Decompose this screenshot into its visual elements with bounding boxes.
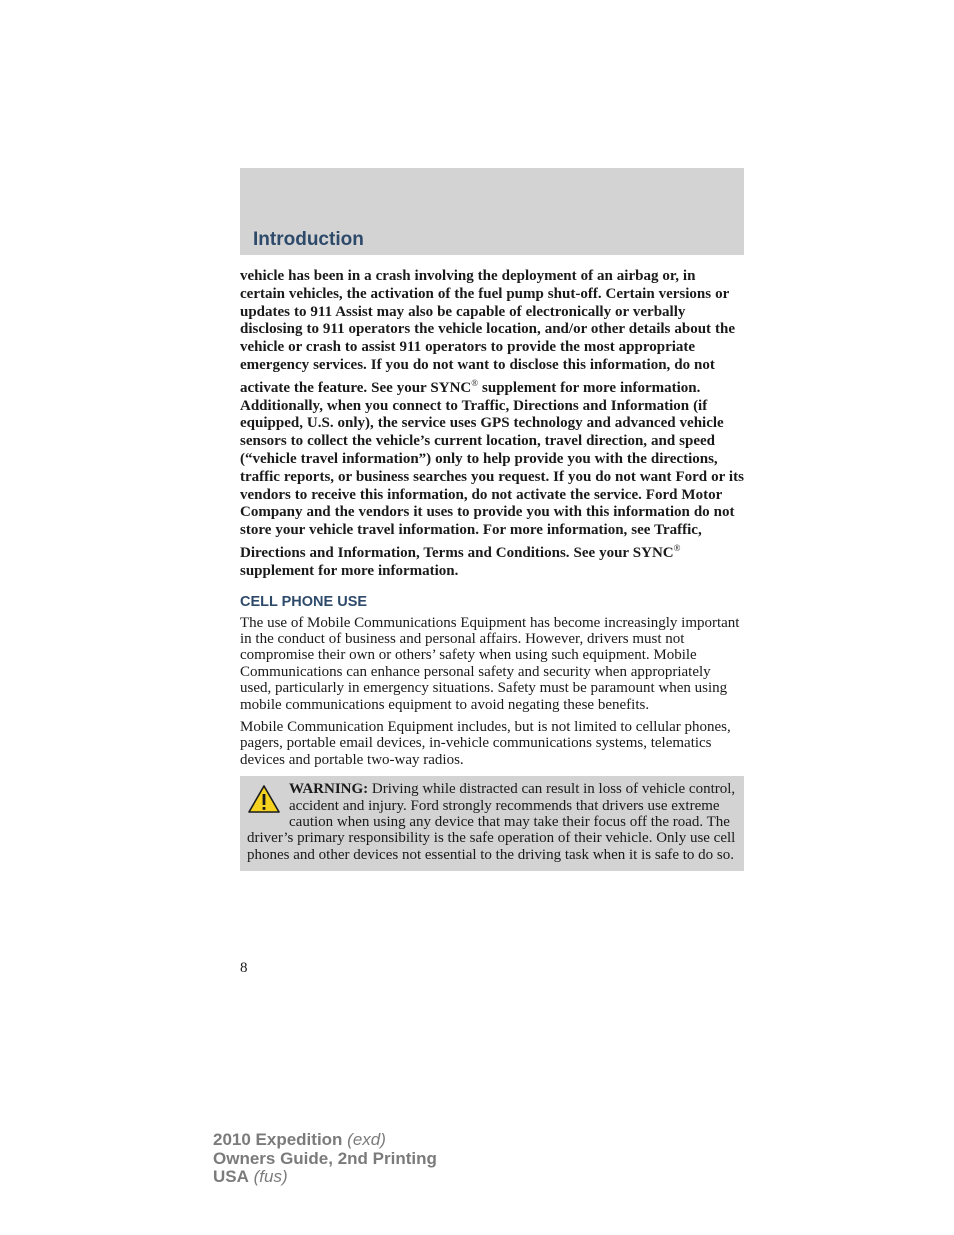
- intro-paragraph: [240, 268, 744, 581]
- header-band: [240, 168, 744, 255]
- footer-line-3: [213, 1168, 437, 1187]
- warning-text: Driving while distracted can result in loss of vehicle control, accident and injury. Ford strongly recommends that drivers use extreme caution when using any device that may take their focus off the road. The driver’s primary responsibility is the safe operation of their vehicle. Only use cell phones and other devices not essential to the driving task when it is safe to do so.: [247, 781, 736, 863]
- cell-phone-paragraph-2: Mobile Communication Equipment includes, but is not limited to cellular phones, pagers, portable email devices, in-vehicle communications systems, telematics devices and portable two-way radios.: [240, 718, 731, 768]
- footer-printing: Owners Guide, 2nd Printing: [213, 1148, 437, 1168]
- section-title: Introduction: [253, 229, 364, 250]
- page-number: 8: [240, 960, 248, 976]
- cell-phone-paragraph-1: The use of Mobile Communications Equipment has become increasingly important in the conduct of business and personal affairs. However, drivers must not compromise their own or others’ safety when using such equipment. Mobile Communications can enhance personal safety and security when appropriately used, particularly in emergency situations. Safety must be paramount when using mobile communications equipment to avoid negating these benefits.: [240, 614, 740, 713]
- intro-text-part2: supplement for more information. Additionally, when you connect to Traffic, Directions and Information (if equipped, U.S. only), the service uses GPS technology and advanced vehicle sensors to collect the vehicle’s current location, travel direction, and speed (“vehicle travel information”) only to help provide you with the directions, traffic reports, or business searches you request. If you do not want Ford or its vendors to receive this information, do not activate the service. Ford Motor Company and the vendors it uses to provide you with this information do not store your vehicle travel information. For more information, see Traffic, Directions and Information, Terms and Conditions. See your SYNC: [240, 379, 744, 561]
- page-content: [240, 268, 744, 871]
- warning-label: WARNING:: [289, 781, 369, 798]
- footer-line-1: [213, 1131, 437, 1150]
- intro-text-part3: supplement for more information.: [240, 562, 459, 579]
- footer-market: USA: [213, 1167, 249, 1186]
- cell-phone-heading: CELL PHONE USE: [240, 593, 368, 610]
- footer: [213, 1131, 437, 1187]
- footer-market-code: (fus): [248, 1167, 288, 1186]
- registered-mark: ®: [471, 377, 479, 388]
- footer-model: 2010 Expedition: [213, 1130, 343, 1149]
- footer-line-2: [213, 1150, 437, 1169]
- registered-mark: ®: [673, 542, 681, 553]
- warning-box: [240, 776, 744, 871]
- footer-model-code: (exd): [342, 1130, 386, 1149]
- intro-text-part1: vehicle has been in a crash involving the deployment of an airbag or, in certain vehicles, the activation of the fuel pump shut-off. Certain versions or updates to 911 Assist may also be capable of electronically or verbally disclosing to 911 operators the vehicle location, and/or other details about the vehicle or crash to assist 911 operators to provide the most appropriate emergency services. If you do not want to disclose this information, do not activate the feature. See your SYNC: [240, 268, 735, 396]
- warning-triangle-icon: [247, 784, 281, 814]
